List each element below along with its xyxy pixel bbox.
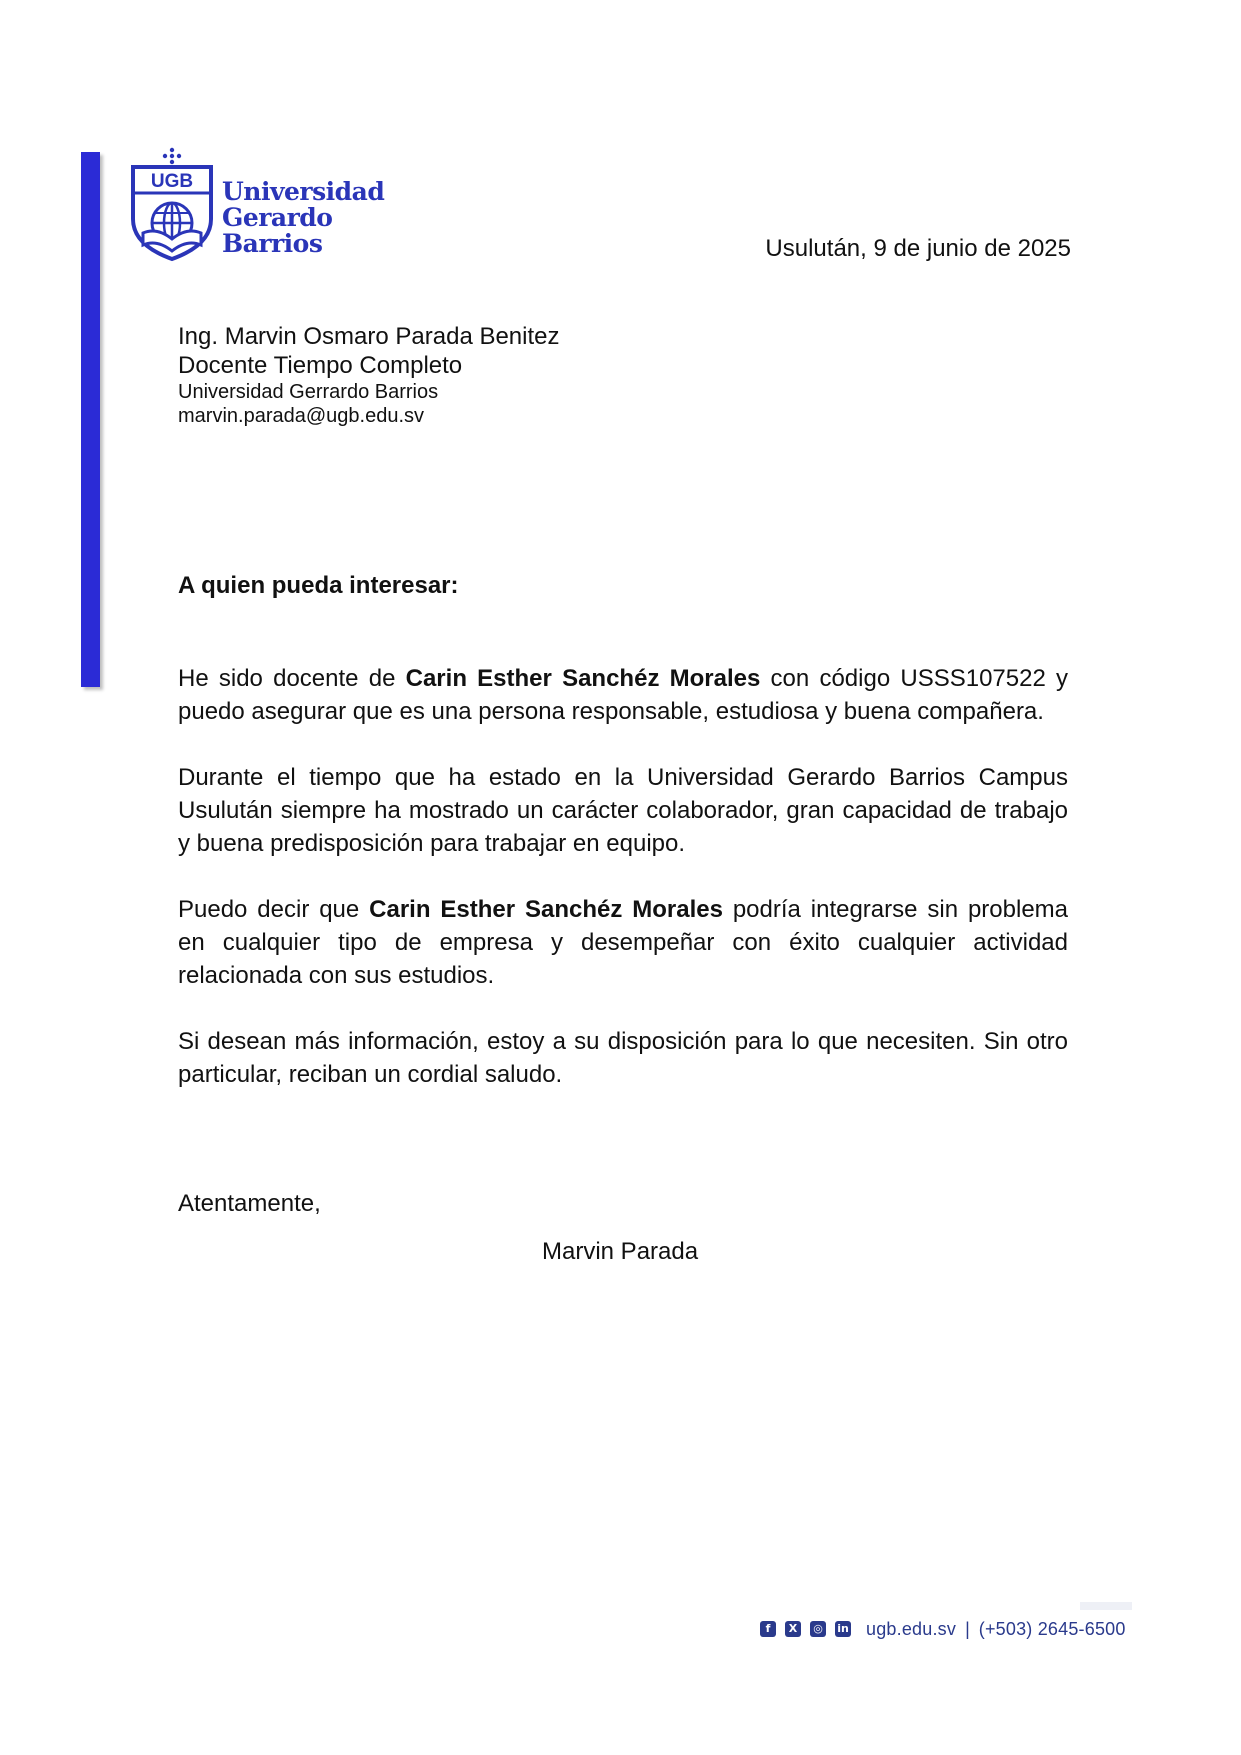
p1-text-b: con código USSS107522 y puedo asegurar que es una persona responsable, estudiosa y buena compañera. (178, 665, 1069, 725)
facebook-icon[interactable]: f (760, 1621, 776, 1637)
p1-text-a: He sido docente de (178, 665, 406, 692)
side-accent-bar (81, 152, 100, 687)
sender-block (178, 322, 560, 428)
linkedin-icon[interactable]: in (835, 1621, 851, 1637)
university-name (222, 179, 429, 257)
footer-decoration (1080, 1602, 1132, 1610)
logo-initials: UGB (150, 171, 194, 192)
logo-line-1: Universidad (222, 177, 385, 206)
instagram-icon[interactable]: ◎ (810, 1621, 826, 1637)
letter-body (178, 662, 1068, 1124)
sender-position: Docente Tiempo Completo (178, 352, 463, 379)
logo-line-2: Gerardo Barrios (222, 203, 333, 258)
paragraph-3 (178, 893, 1068, 992)
footer-website[interactable]: ugb.edu.sv (866, 1618, 957, 1639)
letter-greeting: A quien pueda interesar: (178, 572, 459, 599)
university-logo (129, 147, 429, 262)
ugb-shield-emblem (129, 147, 215, 262)
sender-name: Ing. Marvin Osmaro Parada Benitez (178, 323, 560, 350)
p3-text-b: podría integrarse sin problema en cualquier tipo de empresa y desempeñar con éxito cualquier actividad relacionada con sus estudios. (178, 896, 1069, 989)
sender-institution: Universidad Gerrardo Barrios (178, 381, 439, 403)
sender-email: marvin.parada@ugb.edu.sv (178, 405, 424, 427)
student-name-repeat: Carin Esther Sanchéz Morales (369, 896, 723, 923)
footer-separator: | (965, 1618, 970, 1639)
x-icon[interactable]: X (785, 1621, 801, 1637)
paragraph-4: Si desean más información, estoy a su disposición para lo que necesiten. Sin otro particular, reciban un cordial saludo. (178, 1028, 1068, 1088)
paragraph-2: Durante el tiempo que ha estado en la Universidad Gerardo Barrios Campus Usulután siempre ha mostrado un carácter colaborador, gran capacidad de trabajo y buena predisposición para trabajar en equipo. (178, 764, 1068, 857)
footer-phone: (+503) 2645-6500 (978, 1618, 1126, 1639)
footer-contact (760, 1614, 1126, 1644)
letter-date: Usulután, 9 de junio de 2025 (765, 235, 1071, 262)
paragraph-1 (178, 662, 1068, 728)
signature-name: Marvin Parada (542, 1238, 699, 1265)
p3-text-a: Puedo decir que (178, 896, 370, 923)
student-name: Carin Esther Sanchéz Morales (405, 665, 761, 692)
letter-closing: Atentamente, (178, 1190, 321, 1217)
